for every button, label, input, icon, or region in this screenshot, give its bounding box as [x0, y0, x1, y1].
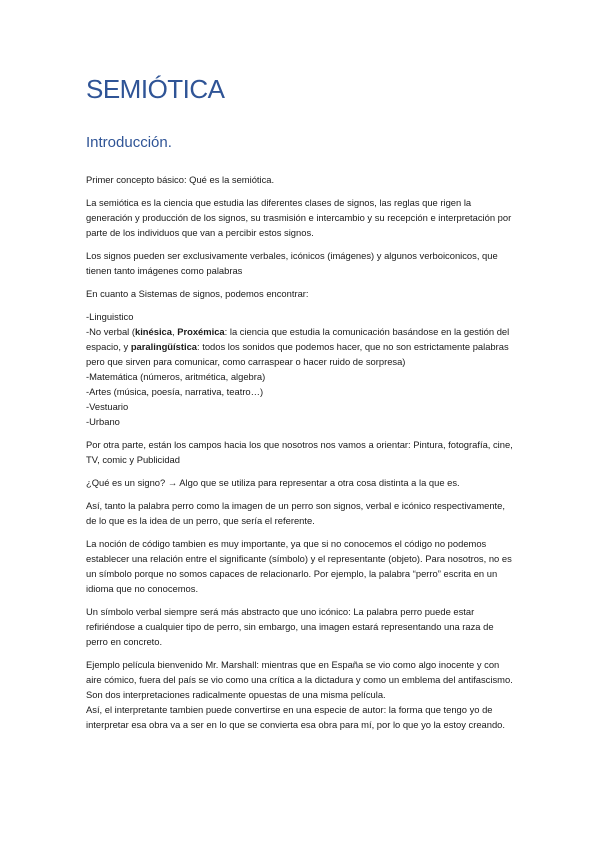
list-item-text: : todos los sonidos que podemos hacer, que no son estrictamente palabras pero que sirven para comunicar, como carraspear o hacer ruido de sorpresa)	[86, 341, 509, 367]
paragraph-concept: Primer concepto básico: Qué es la semiótica.	[86, 174, 275, 185]
paragraph-systems-intro: En cuanto a Sistemas de signos, podemos encontrar:	[86, 288, 309, 299]
paragraph-abstraction: Un símbolo verbal siempre será más abstracto que uno icónico: La palabra perro puede estar refiriéndose a cualquier tipo de perro, sin embargo, una imagen estará representando una raza de perro en concreto.	[86, 606, 494, 647]
bold-term: kinésica	[134, 326, 172, 337]
paragraph-film-example: Ejemplo película bienvenido Mr. Marshall: mientras que en España se vio como algo inocente y con aire cómico, fuera del país se vio como una crítica a la dictadura y como un emblema del antifascismo. Son dos interpretaciones radicalmente opuestas de una misma película.	[86, 659, 513, 700]
list-item	[86, 324, 516, 369]
list-item: -Matemática (números, aritmética, algebra)	[86, 371, 266, 382]
paragraph-code: La noción de código tambien es muy importante, ya que si no conocemos el código no podemos establecer una relación entre el significante (símbolo) y el representante (objeto). Para nosotros, no es un símbolo porque no somos capaces de relacionarlo. Por ejemplo, la palabra “perro” escrita en un idioma que no conocemos.	[86, 538, 512, 594]
list-item: -Linguistico	[86, 311, 134, 322]
sign-systems-list	[86, 309, 516, 429]
list-item: -Vestuario	[86, 401, 129, 412]
paragraph-what-is-sign: ¿Qué es un signo? → Algo que se utiliza para representar a otra cosa distinta a la que es.	[86, 477, 460, 488]
paragraph-dog-example: Así, tanto la palabra perro como la imagen de un perro son signos, verbal e icónico respectivamente, de lo que es la idea de un perro, que sería el referente.	[86, 500, 505, 526]
list-item-text: : la ciencia que estudia la comunicación basándose en la gestión del espacio, y	[86, 326, 510, 352]
list-item: -Artes (música, poesía, narrativa, teatro…)	[86, 386, 264, 397]
page-title: SEMIÓTICA	[86, 74, 225, 104]
paragraph-definition: La semiótica es la ciencia que estudia las diferentes clases de signos, las reglas que rigen la generación y producción de los signos, su trasmisión e intercambio y su recepción e interpretación por parte de los individuos que van a percibir estos signos.	[86, 197, 512, 238]
paragraph-sign-types: Los signos pueden ser exclusivamente verbales, icónicos (imágenes) y algunos verboiconicos, que tienen tanto imágenes como palabras	[86, 250, 498, 276]
list-item-text: -No verbal (	[86, 326, 135, 337]
document-body	[86, 172, 516, 740]
bold-term: Proxémica	[177, 326, 225, 337]
bold-term: paralingüística	[130, 341, 197, 352]
list-item-text: ,	[172, 326, 178, 337]
paragraph-fields: Por otra parte, están los campos hacia los que nosotros nos vamos a orientar: Pintura, fotografía, cine, TV, comic y Publicidad	[86, 439, 513, 465]
paragraph-interpretant: Así, el interpretante tambien puede convertirse en una especie de autor: la forma que tengo yo de interpretar esa obra va a ser en lo que se convierta esa obra para mí, por lo que yo la estoy creando.	[86, 704, 505, 730]
section-heading: Introducción.	[86, 134, 172, 151]
list-item: -Urbano	[86, 416, 120, 427]
